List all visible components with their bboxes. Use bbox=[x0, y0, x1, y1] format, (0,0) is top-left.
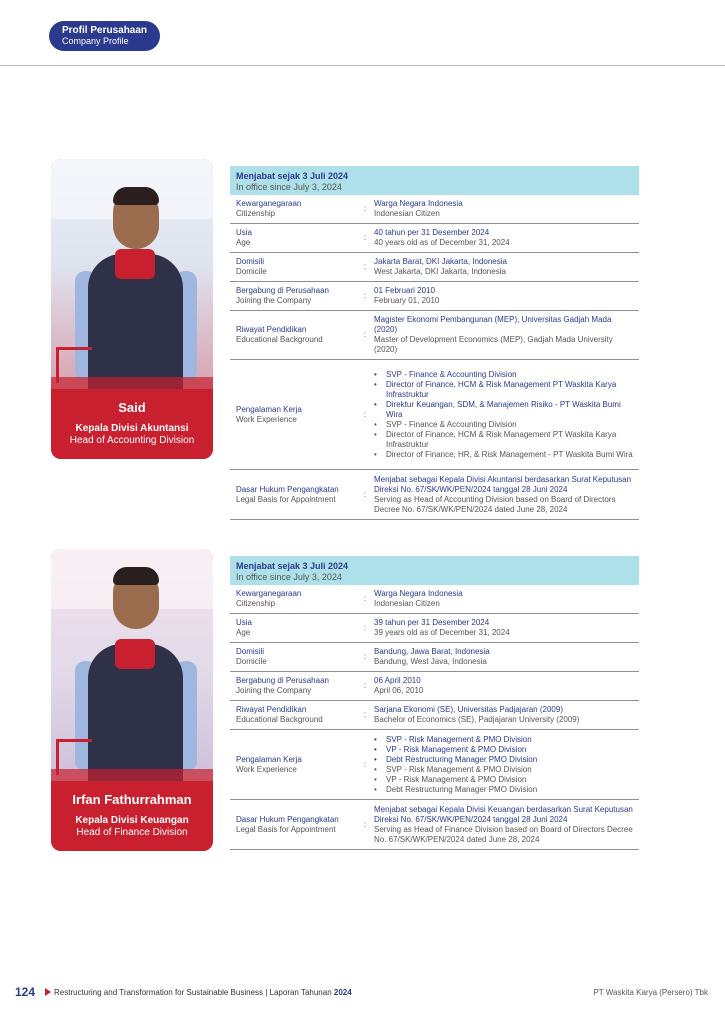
section-title-id: Profil Perusahaan bbox=[62, 25, 148, 36]
list-item: • Director of Finance, HCM & Risk Management PT Waskita Karya Infrastruktur bbox=[374, 430, 635, 450]
row-legal-basis: Dasar Hukum Pengangkatan Legal Basis for Appointment : Menjabat sebagai Kepala Divisi Keuangan berdasarkan Surat Keputusan Direksi No. 67/SK/WK/PEN/2024 tanggal 28 Juni 2024 Serving as Head of Finance Division based on Board of Directors Decree No. 67/SK/WK/PEN/2024 dated June 28, 2024 bbox=[230, 800, 639, 850]
row-experience: Pengalaman Kerja Work Experience : • SVP - Finance & Accounting Division • Director of Finance, HCM & Risk Management PT Waskita Karya Infrastruktur • Direktur Keuangan, SDM, & Manajemen Risiko - PT Waskita Bumi Wira • SVP - Finance & Accounting Division • Director of Finance, HCM & Risk Management PT Waskita Karya Infrastruktur • Director of Finance, HR, & Risk Management - PT Waskita Bumi Wira bbox=[230, 360, 639, 470]
profile-card-2 bbox=[51, 549, 213, 851]
row-citizenship: Kewarganegaraan Citizenship : Warga Negara Indonesia Indonesian Citizen bbox=[230, 585, 639, 614]
profile-card-1 bbox=[51, 159, 213, 459]
profile-table-2 bbox=[230, 556, 639, 850]
profile-table-1 bbox=[230, 166, 639, 520]
profile-name: Irfan Fathurrahman bbox=[72, 792, 192, 807]
row-education: Riwayat Pendidikan Educational Background : Sarjana Ekonomi (SE), Universitas Padjajaran (2009) Bachelor of Economics (SE), Padjajaran University (2009) bbox=[230, 701, 639, 730]
section-title-en: Company Profile bbox=[62, 36, 129, 46]
list-item: • Debt Restructuring Manager PMO Division bbox=[374, 755, 635, 765]
row-age: Usia Age : 40 tahun per 31 Desember 2024 40 years old as of December 31, 2024 bbox=[230, 224, 639, 253]
row-age: Usia Age : 39 tahun per 31 Desember 2024 39 years old as of December 31, 2024 bbox=[230, 614, 639, 643]
row-joining: Bergabung di Perusahaan Joining the Company : 06 April 2010 April 06, 2010 bbox=[230, 672, 639, 701]
list-item: • Debt Restructuring Manager PMO Division bbox=[374, 785, 635, 795]
row-citizenship: Kewarganegaraan Citizenship : Warga Negara Indonesia Indonesian Citizen bbox=[230, 195, 639, 224]
profile-position-id: Kepala Divisi Akuntansi bbox=[75, 423, 189, 434]
profile-photo-2 bbox=[51, 549, 213, 781]
header-divider bbox=[0, 65, 725, 66]
footer-text: Restructuring and Transformation for Sustainable Business | Laporan Tahunan 2024 bbox=[54, 988, 352, 997]
row-education: Riwayat Pendidikan Educational Background : Magister Ekonomi Pembangunan (MEP), Universitas Gadjah Mada (2020) Master of Development Economics (MEP), Gadjah Mada University (2020) bbox=[230, 311, 639, 360]
row-domicile: Domisili Domicile : Bandung, Jawa Barat, Indonesia Bandung, West Java, Indonesia bbox=[230, 643, 639, 672]
list-item: • SVP - Risk Management & PMO Division bbox=[374, 765, 635, 775]
page-number: 124 bbox=[15, 985, 36, 999]
row-experience: Pengalaman Kerja Work Experience : • SVP - Risk Management & PMO Division • VP - Risk Management & PMO Division • Debt Restructuring Manager PMO Division • SVP - Risk Management & PMO Division • VP - Risk Management & PMO Division • Debt Restructuring Manager PMO Division bbox=[230, 730, 639, 800]
profile-position-en: Head of Finance Division bbox=[76, 827, 188, 838]
list-item: • VP - Risk Management & PMO Division bbox=[374, 745, 635, 755]
list-item: • Director of Finance, HR, & Risk Management - PT Waskita Bumi Wira bbox=[374, 450, 635, 460]
profile-position-en: Head of Accounting Division bbox=[69, 435, 195, 446]
list-item: • VP - Risk Management & PMO Division bbox=[374, 775, 635, 785]
profile-name: Said bbox=[118, 400, 146, 415]
list-item: • SVP - Finance & Accounting Division bbox=[374, 420, 635, 430]
profile-photo-1 bbox=[51, 159, 213, 389]
triangle-icon bbox=[45, 988, 51, 996]
row-domicile: Domisili Domicile : Jakarta Barat, DKI Jakarta, Indonesia West Jakarta, DKI Jakarta, Indonesia bbox=[230, 253, 639, 282]
row-legal-basis: Dasar Hukum Pengangkatan Legal Basis for Appointment : Menjabat sebagai Kepala Divisi Akuntansi berdasarkan Surat Keputusan Direksi No. 67/SK/WK/PEN/2024 tanggal 28 Juni 2024 Serving as Head of Accounting Division based on Board of Directors Decree No. 67/SK/WK/PEN/2024 dated June 28, 2024 bbox=[230, 470, 639, 520]
page-footer bbox=[15, 986, 710, 1000]
list-item: • Director of Finance, HCM & Risk Management PT Waskita Karya Infrastruktur bbox=[374, 380, 635, 400]
list-item: • SVP - Finance & Accounting Division bbox=[374, 370, 635, 380]
list-item: • Direktur Keuangan, SDM, & Manajemen Risiko - PT Waskita Bumi Wira bbox=[374, 400, 635, 420]
table-header: Menjabat sejak 3 Juli 2024 In office since July 3, 2024 bbox=[230, 556, 639, 585]
table-header: Menjabat sejak 3 Juli 2024 In office since July 3, 2024 bbox=[230, 166, 639, 195]
row-joining: Bergabung di Perusahaan Joining the Company : 01 Februari 2010 February 01, 2010 bbox=[230, 282, 639, 311]
footer-company: PT Waskita Karya (Persero) Tbk bbox=[593, 988, 708, 997]
profile-position-id: Kepala Divisi Keuangan bbox=[75, 815, 189, 826]
section-tag bbox=[49, 21, 160, 51]
list-item: • SVP - Risk Management & PMO Division bbox=[374, 735, 635, 745]
